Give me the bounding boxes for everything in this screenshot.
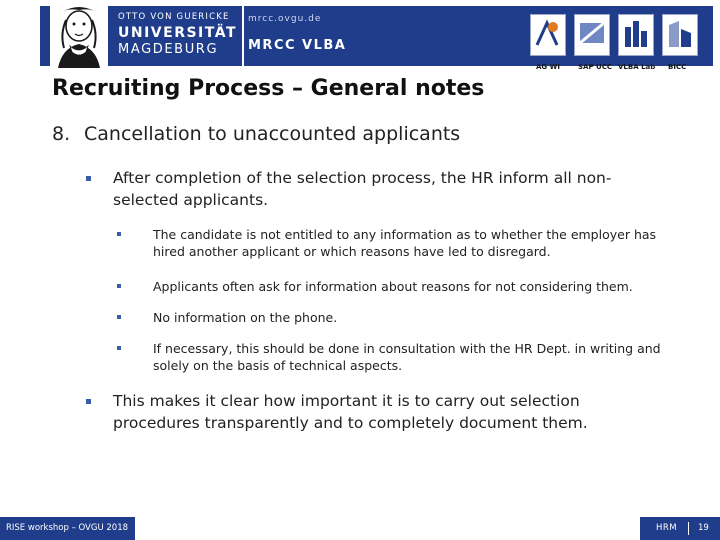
list-item (117, 340, 687, 374)
bullet-square-icon (117, 315, 121, 319)
mrcc-url: mrcc.ovgu.de (248, 14, 322, 24)
university-line-3: MAGDEBURG (118, 42, 219, 57)
footer-divider (688, 522, 689, 535)
bullet-square-icon (117, 284, 121, 288)
bicc-logo-icon (662, 14, 698, 56)
slide-header (0, 0, 720, 70)
bullet-square-icon (86, 176, 91, 181)
list-item (117, 309, 687, 326)
partner-label: AG WI (536, 63, 560, 71)
list-item (117, 278, 687, 295)
university-line-1: OTTO VON GUERICKE (118, 12, 230, 22)
slide-footer (0, 517, 720, 540)
sub-bullet-text: If necessary, this should be done in consultation with the HR Dept. in writing and solely on the basis of technical aspects. (153, 341, 661, 373)
footer-section: HRM (656, 523, 678, 533)
list-item (86, 390, 646, 434)
sub-bullet-text: Applicants often ask for information about reasons for not considering them. (153, 279, 633, 294)
partner-label: VLBA Lab (618, 63, 656, 71)
guericke-portrait-icon (50, 4, 108, 68)
bullet-text: After completion of the selection process, the HR inform all non-selected applicants. (113, 169, 612, 209)
heading-text: Cancellation to unaccounted applicants (84, 123, 461, 145)
mrcc-title: MRCC VLBA (248, 38, 347, 53)
vlba-lab-logo-icon (618, 14, 654, 56)
page-number: 19 (698, 523, 709, 533)
sub-bullet-text: No information on the phone. (153, 310, 338, 325)
ag-wi-logo-icon (530, 14, 566, 56)
bullet-text: This makes it clear how important it is to carry out selection procedures transparently and to completely document them. (113, 392, 588, 432)
bullet-square-icon (117, 232, 121, 236)
partner-label: BICC (668, 63, 687, 71)
footer-event: RISE workshop – OVGU 2018 (0, 517, 135, 540)
slide-title: Recruiting Process – General notes (52, 76, 485, 101)
heading-number: 8. (52, 123, 71, 145)
sub-bullet-text: The candidate is not entitled to any information as to whether the employer has hired another applicant or which reasons have led to disregard. (153, 227, 657, 259)
partner-logos (530, 14, 702, 71)
numbered-heading (52, 123, 460, 145)
list-item (86, 167, 646, 211)
partner-label: SAP UCC (578, 63, 612, 71)
bullet-square-icon (86, 399, 91, 404)
bullet-square-icon (117, 346, 121, 350)
sap-ucc-logo-icon (574, 14, 610, 56)
university-line-2: UNIVERSITÄT (118, 25, 238, 41)
list-item (117, 226, 687, 260)
